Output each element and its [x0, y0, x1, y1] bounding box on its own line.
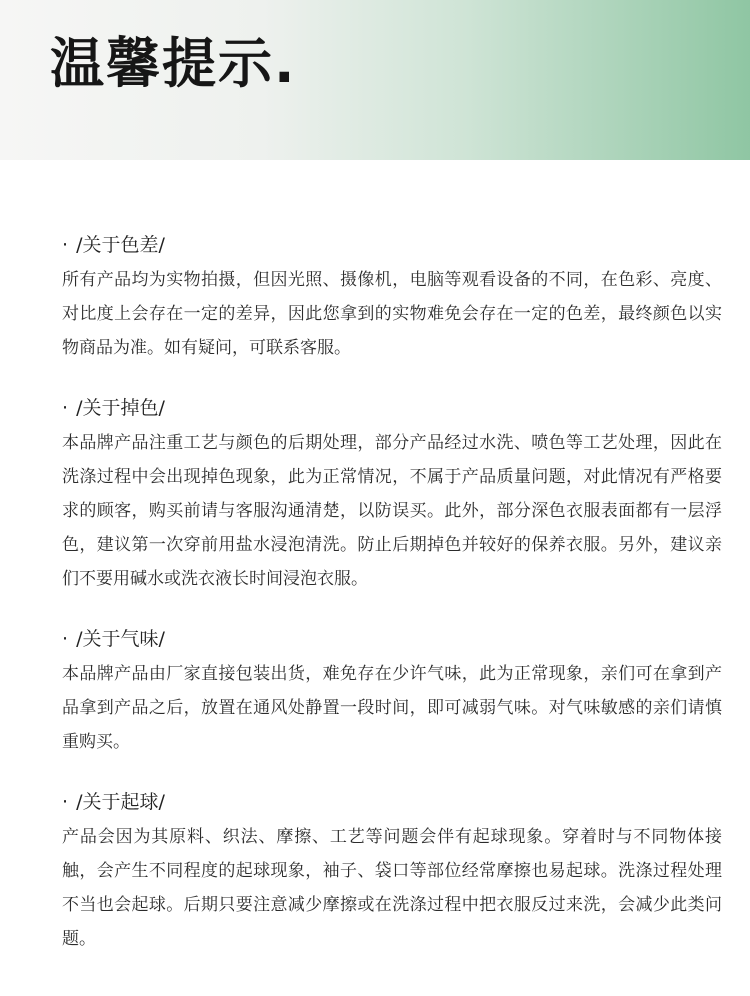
section-heading	[62, 230, 722, 260]
section-pilling	[62, 787, 722, 956]
bullet-dot: ·	[62, 628, 69, 650]
header-banner	[0, 0, 750, 160]
section-heading	[62, 624, 722, 654]
section-color-fading	[62, 393, 722, 596]
section-heading	[62, 393, 722, 423]
section-odor	[62, 624, 722, 759]
section-body: 产品会因为其原料、织法、摩擦、工艺等问题会伴有起球现象。穿着时与不同物体接触，会产生不同程度的起球现象，袖子、袋口等部位经常摩擦也易起球。洗涤过程处理不当也会起球。后期只要注意减少摩擦或在洗涤过程中把衣服反过来洗，会减少此类问题。	[62, 827, 722, 949]
section-heading-text: /关于掉色/	[76, 397, 165, 419]
section-body: 本品牌产品注重工艺与颜色的后期处理，部分产品经过水洗、喷色等工艺处理，因此在洗涤过程中会出现掉色现象，此为正常情况，不属于产品质量问题，对此情况有严格要求的顾客，购买前请与客服沟通清楚，以防误买。此外，部分深色衣服表面都有一层浮色，建议第一次穿前用盐水浸泡清洗。防止后期掉色并较好的保养衣服。另外，建议亲们不要用碱水或洗衣液长时间浸泡衣服。	[62, 433, 722, 589]
bullet-dot: ·	[62, 397, 69, 419]
page-title: 温馨提示.	[50, 32, 297, 95]
section-body: 本品牌产品由厂家直接包装出货，难免存在少许气味，此为正常现象，亲们可在拿到产品拿到产品之后，放置在通风处静置一段时间，即可减弱气味。对气味敏感的亲们请慎重购买。	[62, 664, 722, 752]
bullet-dot: ·	[62, 791, 69, 813]
section-body: 所有产品均为实物拍摄，但因光照、摄像机，电脑等观看设备的不同，在色彩、亮度、对比度上会存在一定的差异，因此您拿到的实物难免会存在一定的色差，最终颜色以实物商品为准。如有疑问，可联系客服。	[62, 270, 722, 358]
section-heading	[62, 787, 722, 817]
section-color-difference	[62, 230, 722, 365]
section-heading-text: /关于气味/	[76, 628, 165, 650]
section-heading-text: /关于起球/	[76, 791, 165, 813]
notice-content	[62, 230, 722, 984]
bullet-dot: ·	[62, 234, 69, 256]
section-heading-text: /关于色差/	[76, 234, 165, 256]
